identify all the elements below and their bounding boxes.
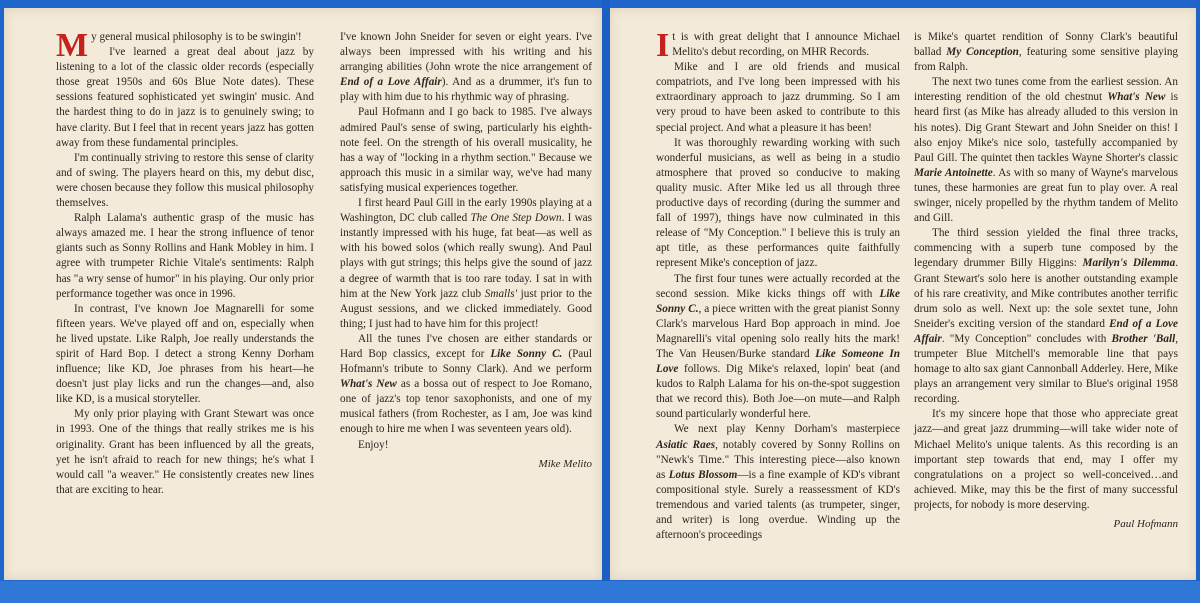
paragraph: It's my sincere hope that those who appreciate great jazz—and great jazz drumming—will take wider note of Michael Melito's unique talents. As this recording is an important step towards that end, may I offer my congratulations on a project so well-conceived…and achieved. Mike, may this be the first of many successful projects, for nobody is more deserving.: [914, 408, 1178, 511]
paragraph: My only prior playing with Grant Stewart was once in 1993. One of the things that really strikes me is his originality. Grant has been influenced by all the greats, yet he isn't afraid to reach for new things; he's what I would call "a weaver." He consistently creates new lines that are exciting to hear.: [56, 408, 314, 496]
dropcap: I: [656, 27, 670, 64]
text: just prior to the August sessions, and we clicked immediately. Good thing; I just had to have him for this project!: [340, 287, 593, 330]
text: . Grant Stewart's solo here is another outstanding example of his rare creativity, and Mike contributes another terrific drum solo as well. Next up: the sole sextet tune, John Sneider's exciting version of the standard: [914, 257, 1178, 330]
song-title: Lotus Blossom: [668, 468, 738, 481]
club-name: Smalls': [484, 287, 517, 300]
right-column-2: [914, 30, 1178, 532]
text: The third session yielded the final three tracks, commencing with a superb tune composed by the legendary drummer Billy Higgins:: [914, 227, 1178, 270]
paragraph: [914, 30, 1178, 75]
club-name: The One Step Down: [470, 212, 562, 225]
text: . I was instantly impressed with his huge, fat beat—as well as with his bowed solos (which really swung). And Paul plays with gut strings; this helps give the sound of jazz a degree of warmth that is too rare today. I sat in with him at the New York jazz club: [340, 212, 592, 300]
text: t is with great delight that I announce Michael Melito's debut recording, on MHR Records.: [672, 31, 900, 59]
paragraph: Paul Hofmann and I go back to 1985. I've always admired Paul's sense of swing, particularly his eighth-note feel. On the strength of his overall musicality, he has a way of "locking in a rhythm section." Because we approach this music in a similar way, we've had many satisfying musical experiences together.: [340, 106, 592, 194]
text: ). And as a drummer, it's fun to play with him due to his rhythmic way of phrasing.: [340, 76, 592, 104]
song-title: Like Sonny C.: [490, 347, 563, 360]
right-page: [610, 8, 1198, 580]
text: The next two tunes come from the earliest session. An interesting rendition of the old chestnut: [914, 76, 1178, 104]
paragraph: [340, 30, 592, 105]
text: —is a fine example of KD's vibrant compositional style. Surely a reassessment of KD's tremendous and varied talents (as trumpeter, singer, and writer) is long overdue. Winding up the afternoon's proceedings: [656, 468, 900, 542]
text: , trumpeter Blue Mitchell's memorable line that pays homage to alto sax giant Cannonball Adderley. Here, Mike plays an arrangement very similar to Blue's original 1958 recording.: [914, 332, 1178, 406]
text: . As with so many of Wayne's marvelous tunes, these harmonies are great fun to play over. A real swinger, nicely propelled by the rhythm tandem of Melito and Gill.: [914, 166, 1178, 225]
text: follows. Dig Mike's relaxed, lopin' beat (and kudos to Ralph Lalama for his on-the-spot suggestion that we record this). Both Joe—on mute—and Ralph sound particularly wonderful here.: [656, 363, 900, 421]
text: . "My Conception" concludes with: [941, 332, 1112, 345]
song-title: What's New: [340, 378, 397, 391]
paragraph: [340, 196, 592, 332]
left-page: [4, 8, 602, 580]
dropcap: M: [56, 27, 89, 64]
song-title: Like Someone In Love: [656, 347, 900, 376]
text: All the tunes I've chosen are either standards or Hard Bop classics, except for: [340, 332, 592, 360]
text: as a bossa out of respect to Joe Romano, one of jazz's top tenor saxophonists, and one of my musical fathers (from Rochester, as I am, Joe was kind enough to hire me when I was seventeen years old).: [340, 378, 593, 436]
text: y general musical philosophy is to be swingin'!: [91, 31, 302, 43]
paragraph: Ralph Lalama's authentic grasp of the music has always amazed me. I hear the strong influence of tenor giants such as Sonny Rollins and Hank Mobley in him. I agree with trumpeter Richie Vitale's sentiments: Ralph has "a wry sense of humor" in his playing. Our only prior performance together was once in 1996.: [56, 212, 314, 300]
signature: Paul Hofmann: [1113, 518, 1178, 530]
paragraph: [340, 332, 592, 438]
paragraph: I've learned a great deal about jazz by listening to a lot of the classic older records (especially those great 1950s and 60s Blue Note dates). These sessions featured sophisticated yet swingin' music. And the hardest thing to do in jazz is to genuinely swing; to have clarity. But I feel that in recent years jazz has gotten away from these fundamental principles.: [56, 46, 314, 149]
text: We next play Kenny Dorham's masterpiece: [674, 423, 900, 436]
song-title: End of a Love Affair: [340, 76, 442, 89]
paragraph: Mike and I are old friends and musical compatriots, and I've long been impressed with his extraordinary approach to jazz drumming. So I am very proud to have been asked to contribute to this special project. And what a pleasure it has been!: [656, 61, 900, 134]
paragraph: In contrast, I've known Joe Magnarelli for some fifteen years. We've played off and on, especially when he lived upstate. Like Ralph, Joe really understands the spirit of Hard Bop. I detect a strong Kenny Dorham influence; like KD, Joe phrases from his heart—he doesn't just play licks and run the changes—and, also like KD, is a musical storyteller.: [56, 302, 314, 406]
song-title: My Conception: [946, 46, 1019, 59]
right-border: [1196, 0, 1200, 603]
song-title: Asiatic Raes: [656, 438, 716, 451]
song-title: What's New: [1107, 91, 1166, 104]
paragraph: I'm continually striving to restore this sense of clarity and of swing. The players heard on this, my debut disc, were chosen because they follow this musical philosophy themselves.: [56, 151, 314, 210]
paragraph: [56, 27, 314, 64]
paragraph: [656, 422, 900, 543]
text: is heard first (as Mike has already alluded to this version in his notes). Dig Grant Stewart and John Sneider on this! I also enjoy Mike's nice solo, tastefully accompanied by Paul Gill. The quintet then tackles Wayne Shorter's classic: [914, 91, 1178, 164]
text: , featuring some sensitive playing from Ralph.: [914, 46, 1179, 74]
text: I've known John Sneider for seven or eight years. I've always been impressed with his writing and his arranging abilities (John wrote the nice arrangement of: [340, 31, 592, 74]
paragraph: [914, 75, 1178, 226]
song-title: Like Sonny C.: [656, 287, 900, 315]
right-column-1: [656, 27, 900, 543]
paragraph: [914, 226, 1178, 407]
text: , notably covered by Sonny Rollins on "Newk's Time." This interesting piece—also known as: [656, 438, 900, 481]
paragraph: [656, 27, 900, 64]
text: is Mike's quartet rendition of Sonny Clark's beautiful ballad: [914, 31, 1178, 59]
paragraph: It was thoroughly rewarding working with such wonderful musicians, as well as being in a studio atmosphere that proved so conducive to making quality music. After Mike led us all through three productive days of recording (during the summer and fall of 1997), things have now culminated in this release of "My Conception." I believe this is truly an apt title, as these performances quite faithfully represent Mike's conception of jazz.: [656, 136, 900, 270]
paragraph: [656, 272, 900, 423]
song-title: Marilyn's Dilemma: [1082, 257, 1176, 270]
bottom-border: [0, 581, 1200, 603]
text: The first four tunes were actually recorded at the second session. Mike kicks things off with: [656, 272, 900, 300]
song-title: Marie Antoinette: [914, 166, 993, 179]
closing-line: Enjoy!: [358, 438, 389, 451]
left-column-1: [56, 27, 314, 498]
signature: Mike Melito: [538, 457, 592, 470]
fold-gutter: [602, 0, 610, 603]
left-column-2: [340, 30, 592, 472]
text: , a piece written with the great pianist Sonny Clark's marvelous Hard Bop approach in mind. Joe Magnarelli's vital opening solo really hits the mark! The Van Heusen/Burke standard: [656, 302, 900, 360]
text: (Paul Hofmann's tribute to Sonny Clark). And we perform: [340, 347, 592, 376]
song-title: End of a Love Affair: [914, 317, 1178, 345]
text: I first heard Paul Gill in the early 1990s playing at a Washington, DC club called: [340, 197, 592, 225]
song-title: Brother 'Ball: [1111, 332, 1176, 345]
